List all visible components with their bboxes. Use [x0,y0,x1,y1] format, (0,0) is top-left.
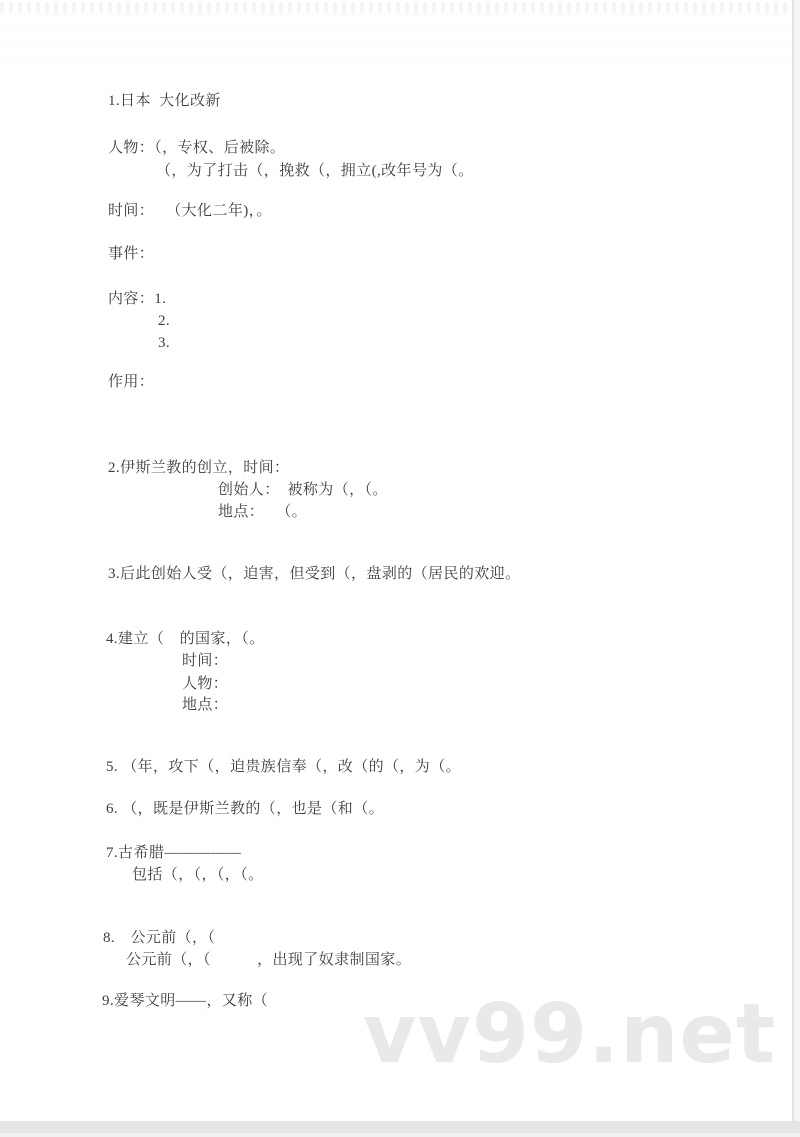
item8-line2: 公元前（，（ ，出现了奴隶制国家。 [126,952,412,968]
item1-content-1: 内容：1. [108,291,167,307]
item4-place-label: 地点： [182,697,229,713]
page-edge-margin [794,0,800,1122]
item1-effect-label: 作用： [108,374,155,390]
item2-founder-line: 创始人： 被称为（，（。 [218,482,388,498]
item6-line: 6. （，既是伊斯兰教的（，也是（和（。 [106,801,385,817]
item1-time-line: 时间： （大化二年)，。 [108,203,272,219]
item2-heading: 2.伊斯兰教的创立，时间： [108,460,290,476]
item1-heading: 1.日本 大化改新 [108,93,221,109]
item1-people-cont: （，为了打击（，挽救（，拥立(,改年号为（。 [156,163,474,179]
item7-includes-line: 包括（，（，（，（。 [132,867,264,883]
item8-line1: 8. 公元前（，（ [103,930,216,946]
bottom-gray-band-light [0,1133,800,1137]
item1-people-line: 人物：（，专权、后被除。 [108,140,286,156]
item5-line: 5. （年，攻下（，迫贵族信奉（，改（的（，为（。 [106,759,462,775]
item4-time-label: 时间： [182,653,229,669]
scan-edge-texture [0,2,791,13]
item3-line: 3.后此创始人受（，迫害，但受到（，盘剥的（居民的欢迎。 [108,566,521,582]
bottom-gray-band [0,1121,800,1133]
item4-person-label: 人物： [182,676,229,692]
item4-heading: 4.建立（ 的国家，（。 [106,631,265,647]
item9-line: 9.爱琴文明——，又称（ [102,993,269,1009]
item2-place-line: 地点： （。 [218,504,308,520]
item1-event-label: 事件： [108,246,155,262]
item7-heading: 7.古希腊————— [106,845,242,861]
item1-content-3: 3. [158,335,171,351]
item1-content-2: 2. [158,313,171,329]
scan-faint-lines [0,14,791,64]
watermark: vv99.net [363,987,777,1082]
